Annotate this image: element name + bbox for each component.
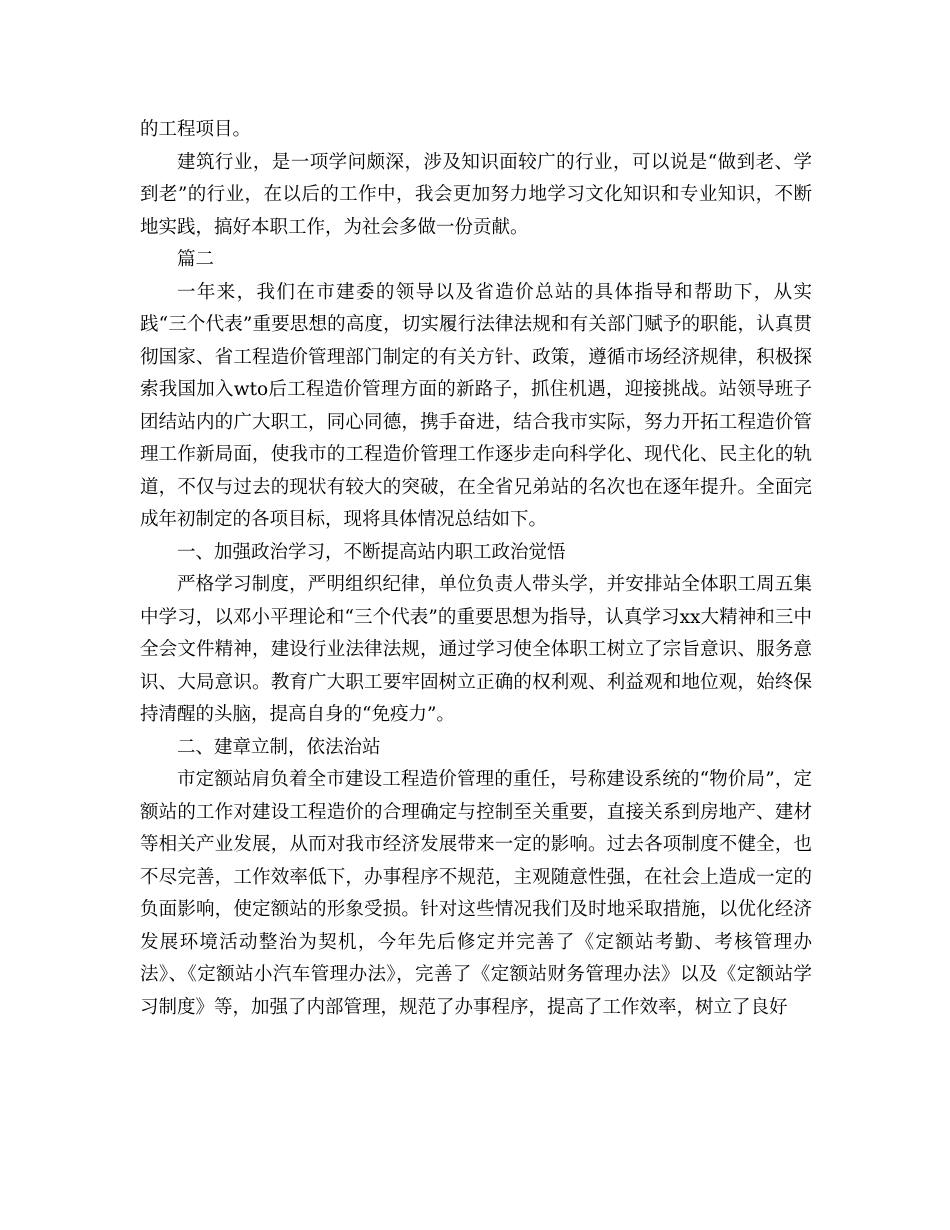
paragraph-1: 的工程项目。 [140, 119, 252, 140]
paragraph-2: 建筑行业，是一项学问颇深，涉及知识面较广的行业，可以说是“做到老、学到老”的行业，在以后的工作中，我会更加努力地学习文化知识和专业知识，不断地实践，搞好本职工作，为社会多做一份贡献。 [140, 151, 812, 238]
paragraph-4: 一年来，我们在市建委的领导以及省造价总站的具体指导和帮助下，从实践“三个代表”重要思想的高度，切实履行法律法规和有关部门赋予的职能，认真贯彻国家、省工程造价管理部门制定的有关方针、政策，遵循市场经济规律，积极探索我国加入wto后工程造价管理方面的新路子，抓住机遇，迎接挑战。站领导班子团结站内的广大职工，同心同德，携手奋进，结合我市实际，努力开拓工程造价管理工作新局面，使我市的工程造价管理工作逐步走向科学化、现代化、民主化的轨道，不仅与过去的现状有较大的突破，在全省兄弟站的名次也在逐年提升。全面完成年初制定的各项目标，现将具体情况总结如下。 [140, 281, 812, 530]
paragraph-8: 市定额站肩负着全市建设工程造价管理的重任，号称建设系统的“物价局”，定额站的工作对建设工程造价的合理确定与控制至关重要，直接关系到房地产、建材等相关产业发展，从而对我市经济发展带来一定的影响。过去各项制度不健全，也不尽完善，工作效率低下，办事程序不规范，主观随意性强，在社会上造成一定的负面影响，使定额站的形象受损。针对这些情况我们及时地采取措施，以优化经济发展环境活动整治为契机，今年先后修定并完善了《定额站考勤、考核管理办法》、《定额站小汽车管理办法》，完善了《定额站财务管理办法》以及《定额站学习制度》等，加强了内部管理，规范了办事程序，提高了工作效率，树立了良好 [140, 769, 812, 1018]
paragraph-6: 严格学习制度，严明组织纪律，单位负责人带头学，并安排站全体职工周五集中学习，以邓小平理论和“三个代表”的重要思想为指导，认真学习xx大精神和三中全会文件精神，建设行业法律法规，通过学习使全体职工树立了宗旨意识、服务意识、大局意识。教育广大职工要牢固树立正确的权利观、利益观和地位观，始终保持清醒的头脑，提高自身的“免疫力”。 [140, 574, 812, 725]
section-heading-2: 二、建章立制，依法治站 [177, 736, 381, 758]
section-heading-part-two: 篇二 [177, 249, 215, 270]
section-heading-1: 一、加强政治学习，不断提高站内职工政治觉悟 [177, 541, 566, 563]
document-body [140, 114, 812, 1024]
